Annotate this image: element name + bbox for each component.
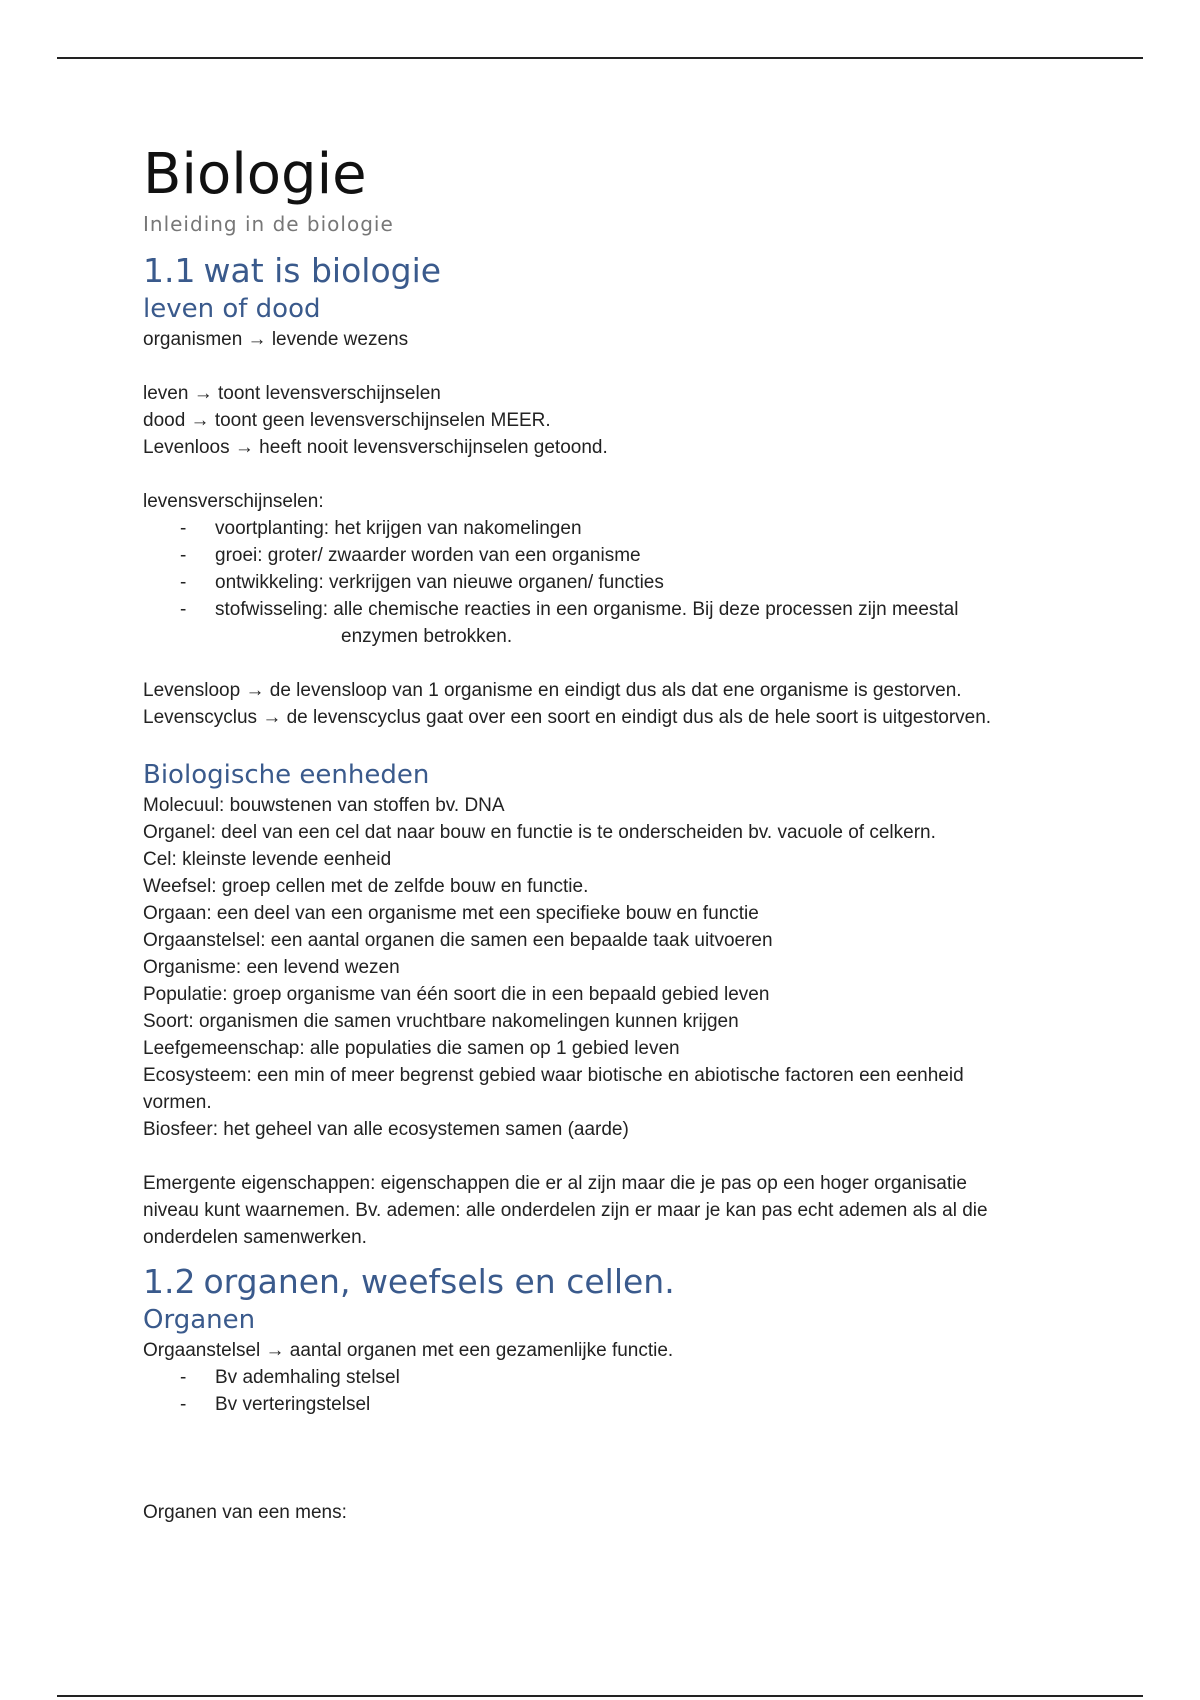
list-item: - groei: groter/ zwaarder worden van een organisme	[143, 542, 1063, 569]
subheading-organen: Organen	[143, 1305, 256, 1335]
paragraph-line: Organen van een mens:	[143, 1502, 347, 1523]
section-number: 1.1	[143, 251, 196, 290]
paragraph-line: Emergente eigenschappen: eigenschappen die er al zijn maar die je pas op een hoger organisatie	[143, 1173, 967, 1194]
section-heading-1-1	[143, 250, 1063, 292]
paragraph-line: Orgaan: een deel van een organisme met een specifieke bouw en functie	[143, 903, 759, 924]
eenheden-list	[143, 792, 1063, 1143]
paragraph-line: Orgaanstelsel: een aantal organen die samen een bepaalde taak uitvoeren	[143, 930, 773, 951]
orgaanstelsel-list	[143, 1364, 1063, 1418]
paragraph-line: onderdelen samenwerken.	[143, 1227, 367, 1248]
bullet-dash: -	[180, 599, 187, 620]
paragraph-line: Organel: deel van een cel dat naar bouw en functie is te onderscheiden bv. vacuole of celkern.	[143, 822, 936, 843]
document-body	[143, 140, 1063, 1526]
paragraph-line: vormen.	[143, 1092, 212, 1113]
document-subtitle: Inleiding in de biologie	[143, 212, 394, 236]
subheading-leven-of-dood: leven of dood	[143, 294, 321, 324]
paragraph-line: dood → toont geen levensverschijnselen MEER.	[143, 410, 551, 431]
section-number: 1.2	[143, 1262, 196, 1301]
list-item-continuation: enzymen betrokken.	[341, 626, 513, 647]
paragraph-line: Cel: kleinste levende eenheid	[143, 849, 392, 870]
list-intro: levensverschijnselen:	[143, 491, 324, 512]
paragraph-line: Levensloop → de levensloop van 1 organisme en eindigt dus als dat ene organisme is gestorven.	[143, 680, 962, 701]
document-title: Biologie	[143, 142, 367, 207]
paragraph-line: niveau kunt waarnemen. Bv. ademen: alle onderdelen zijn er maar je kan pas echt ademen als al die	[143, 1200, 988, 1221]
bullet-dash: -	[180, 1394, 187, 1415]
paragraph-line: Levenloos → heeft nooit levensverschijnselen getoond.	[143, 437, 608, 458]
list-item: - voortplanting: het krijgen van nakomelingen	[143, 515, 1063, 542]
paragraph-line: Orgaanstelsel → aantal organen met een gezamenlijke functie.	[143, 1340, 674, 1361]
paragraph-line: organismen → levende wezens	[143, 329, 409, 350]
section-title: wat is biologie	[203, 251, 442, 290]
levensverschijnselen-list	[143, 515, 1063, 650]
section-title: organen, weefsels en cellen.	[203, 1262, 675, 1301]
paragraph-line: Soort: organismen die samen vruchtbare nakomelingen kunnen krijgen	[143, 1011, 739, 1032]
paragraph-line: Ecosysteem: een min of meer begrenst gebied waar biotische en abiotische factoren een eenheid	[143, 1065, 964, 1086]
list-item: - ontwikkeling: verkrijgen van nieuwe organen/ functies	[143, 569, 1063, 596]
bullet-dash: -	[180, 572, 187, 593]
bullet-dash: -	[180, 518, 187, 539]
list-item: - Bv verteringstelsel	[143, 1391, 1063, 1418]
footer-rule	[57, 1695, 1143, 1697]
paragraph-line: Leefgemeenschap: alle populaties die samen op 1 gebied leven	[143, 1038, 680, 1059]
subheading-biologische-eenheden: Biologische eenheden	[143, 760, 430, 790]
bullet-dash: -	[180, 1367, 187, 1388]
paragraph-line: leven → toont levensverschijnselen	[143, 383, 441, 404]
list-item: - stofwisseling: alle chemische reacties in een organisme. Bij deze processen zijn meestal enzymen betrokken.	[143, 596, 1063, 650]
bullet-dash: -	[180, 545, 187, 566]
paragraph-line: Levenscyclus → de levenscyclus gaat over een soort en eindigt dus als de hele soort is uitgestorven.	[143, 707, 992, 728]
paragraph-line: Organisme: een levend wezen	[143, 957, 400, 978]
header-rule	[57, 57, 1143, 59]
paragraph-line: Populatie: groep organisme van één soort die in een bepaald gebied leven	[143, 984, 770, 1005]
section-heading-1-2	[143, 1261, 1063, 1303]
paragraph-line: Molecuul: bouwstenen van stoffen bv. DNA	[143, 795, 505, 816]
list-item: - Bv ademhaling stelsel	[143, 1364, 1063, 1391]
paragraph-line: Weefsel: groep cellen met de zelfde bouw en functie.	[143, 876, 589, 897]
paragraph-line: Biosfeer: het geheel van alle ecosystemen samen (aarde)	[143, 1119, 629, 1140]
